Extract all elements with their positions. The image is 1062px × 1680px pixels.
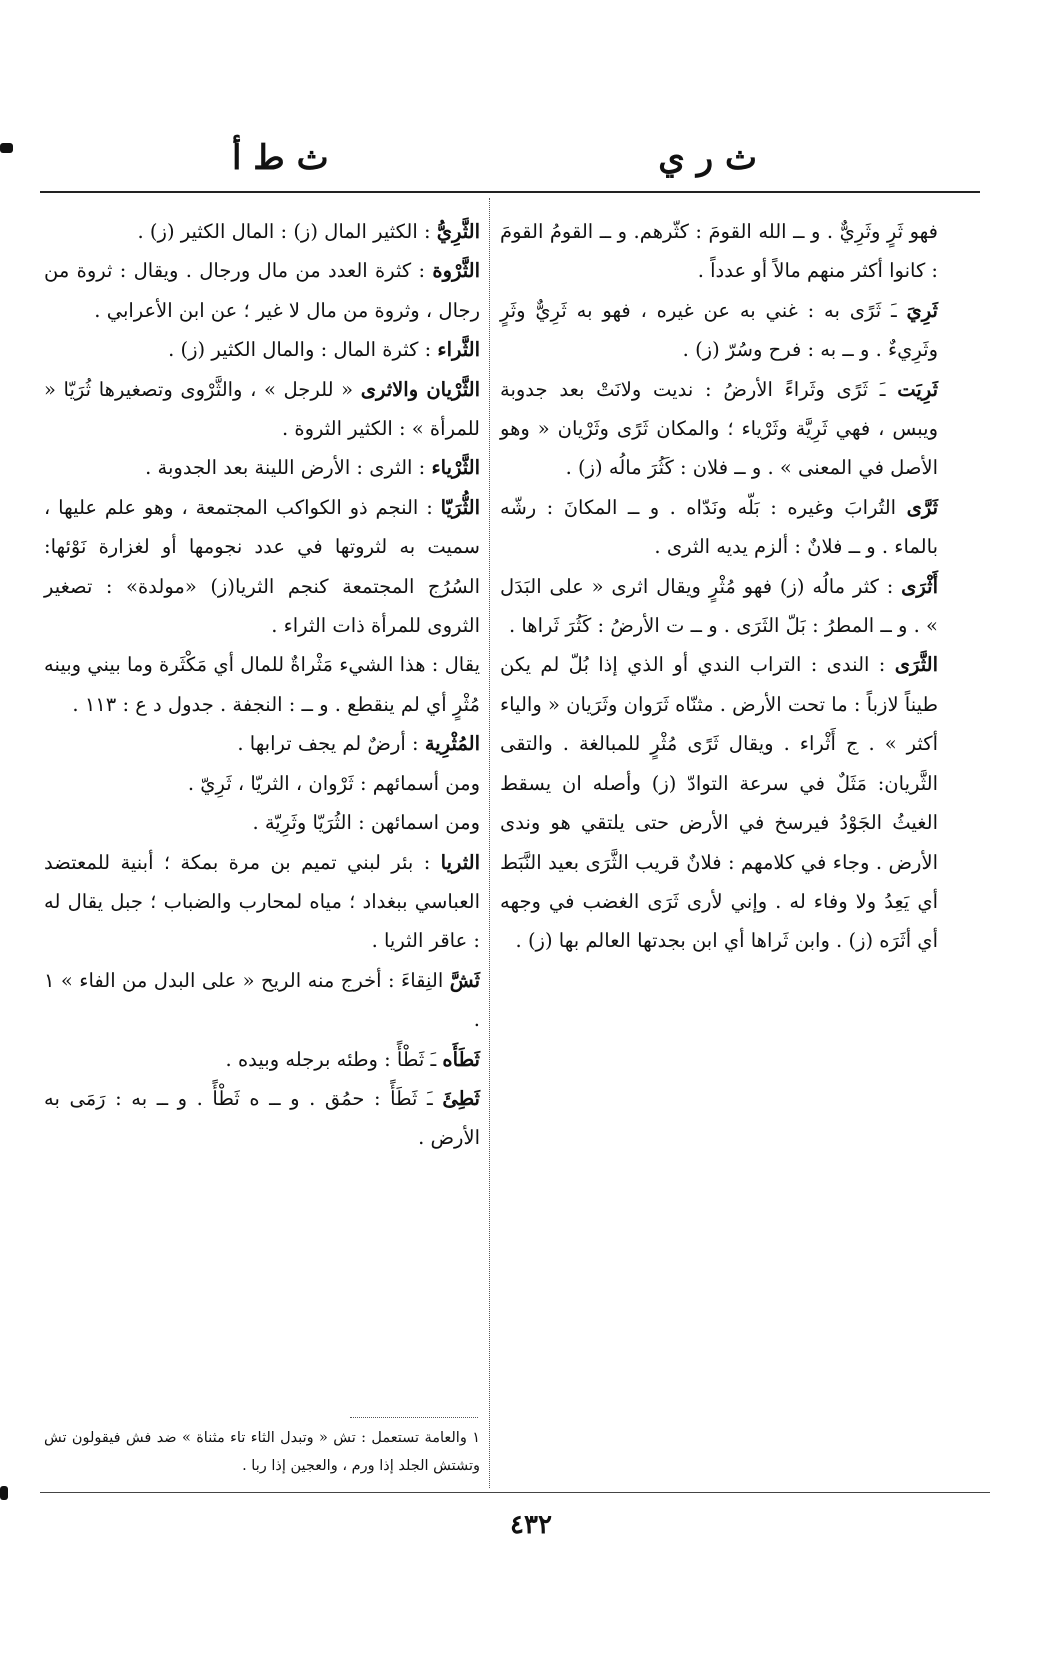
entry-definition: ومن أسمائهم : ثَرْوان ، الثريّا ، ثَرِيّ . xyxy=(187,771,480,795)
right-column xyxy=(500,212,938,961)
dictionary-entry xyxy=(44,212,480,251)
dictionary-entry xyxy=(44,488,480,646)
dictionary-entry xyxy=(44,1040,480,1079)
entry-headword: الثَّراء xyxy=(437,338,480,362)
edge-mark-top-left xyxy=(0,143,13,153)
dictionary-entry xyxy=(44,330,480,369)
entry-headword: ثَرِيَت xyxy=(897,377,938,401)
dictionary-entry xyxy=(500,488,938,567)
edge-mark-bottom-left xyxy=(0,1486,8,1500)
entry-headword: الثَّرْياء xyxy=(431,456,480,480)
entry-definition: « للرجل » ، والثَّرْوى وتصغيرها ثُرَيّا « للمرأة » : الكثير الثروة . xyxy=(44,377,480,441)
column-divider xyxy=(489,198,490,1488)
entry-definition: : كثرة العدد من مال ورجال . ويقال : ثروة من رجال ، وثروة من مال لا غير ؛ عن ابن الأعرابي . xyxy=(44,259,480,322)
entry-definition: : النجم ذو الكواكب المجتمعة ، وهو علم عليها ، سميت به لثروتها في عدد نجومها أو لغزارة نَوْئها: السُرُج المجتمعة كنجم الثريا(ز) «مولدة» : تصغير الثروى للمرأة ذات الثراء . xyxy=(44,495,480,638)
dictionary-entry xyxy=(44,1079,480,1158)
entry-headword: الثَّرْوة xyxy=(432,259,480,283)
entry-definition: يقال : هذا الشيء مَثْراةٌ للمال أي مَكْثَرة وما بيني وبينه مُثْرٍ أي لم ينقطع . و ــ : النجفة . جدول د ع : ١١٣ . xyxy=(44,653,480,716)
entry-headword: ثَرَّى xyxy=(906,495,939,519)
entry-definition: النِقاءَ : أخرج منه الريح « على البدل من الفاء » ١ . xyxy=(44,968,480,1032)
left-column xyxy=(44,212,480,1158)
entry-headword: الثَّرْيان والاثرى xyxy=(360,377,481,401)
dictionary-entry xyxy=(44,448,480,487)
entry-headword: ثَطِئَ xyxy=(442,1086,480,1110)
entry-definition: ـَ ثَطَأً : حمُق . و ــ ه ثَطْأً . و ــ به : رَمَى به الأرض . xyxy=(44,1086,480,1150)
dictionary-entry xyxy=(500,212,938,291)
entry-headword: المُثْرِية xyxy=(424,732,480,756)
entry-definition: ـَ ثَرًى وثَراءً الأرضُ : نديت ولانَتْ بعد جدوبة ويبس ، فهي ثَرِيَّة وثَرْياء ؛ والمكان ثَرًى وثَرْيان « وهو الأصل في المعنى » . و ــ فلان : كَثُرَ مالُه (ز) . xyxy=(500,377,938,480)
dictionary-entry xyxy=(44,251,480,330)
page-number: ٤٣٢ xyxy=(510,1510,552,1540)
footnote-rule xyxy=(350,1417,478,1418)
entry-headword: ثَشَّ xyxy=(449,968,480,992)
dictionary-entry xyxy=(44,843,480,961)
header-root-right: ث ر ي xyxy=(658,138,757,178)
header-root-left: ث ط أ xyxy=(232,138,329,178)
entry-definition: ومن اسمائهن : الثُرَيّا وثَرِيّة . xyxy=(252,811,480,835)
dictionary-entry xyxy=(44,961,480,1040)
entry-definition: : كثر مالُه (ز) فهو مُثْرٍ ويقال اثرى « على البَدَل » . و ــ المطرُ : بَلّ الثَرَى . و ــ ت الأرضُ : كَثُرَ ثَراها . xyxy=(500,574,938,638)
entry-headword: الثُّرَيّا xyxy=(440,495,481,519)
entry-headword: الثَّرِيُّ xyxy=(436,220,480,243)
dictionary-entry xyxy=(44,724,480,763)
entry-headword: ثَطَأَه xyxy=(442,1047,480,1071)
entry-headword: ثَرِيَ xyxy=(906,298,938,322)
entry-definition: ـَ ثَطْأً : وطئه برجله وبيده . xyxy=(225,1047,437,1071)
dictionary-entry xyxy=(500,291,938,370)
entry-definition: : كثرة المال : والمال الكثير (ز) . xyxy=(168,338,432,362)
dictionary-entry xyxy=(44,370,480,449)
dictionary-entry xyxy=(500,645,938,960)
entry-definition: التُرابَ وغيره : بَلّه ونَدّاه . و ــ المكانَ : رشّه بالماء . و ــ فلانٌ : ألزم يديه الثرى . xyxy=(500,495,938,559)
entry-definition: ـَ ثَرًى به : غني به عن غيره ، فهو به ثَرِيٌّ وثَرٍ وثَرِيءٌ . و ــ به : فرح وسُرّ (ز) . xyxy=(500,298,938,362)
dictionary-entry xyxy=(500,370,938,488)
dictionary-entry xyxy=(500,567,938,646)
entry-definition: فهو ثَرٍ وثَرِيٌّ . و ــ الله القومَ : كثّرهم. و ــ القومُ القومَ : كانوا أكثر منهم مالاً أو عدداً . xyxy=(500,220,938,283)
footnote: ١ والعامة تستعمل : تش « وتبدل الثاء تاء مثناة » ضد فش فيقولون تش وتشتش الجلد إذا ورم ، والعجين إذا ربا . xyxy=(44,1430,480,1474)
dictionary-entry xyxy=(44,803,480,842)
dictionary-entry xyxy=(44,764,480,803)
entry-definition: : الكثير المال (ز) : المال الكثير (ز) . xyxy=(137,220,431,243)
entry-headword: أَثْرَى xyxy=(901,574,939,598)
entry-headword: الثَّرَى xyxy=(894,653,938,677)
entry-definition: : الندى : التراب الندي أو الذي إذا بُلّ لم يكن طيناً لازباً : ما تحت الأرض . مثنّاه ثَرَوان وثَرَيان « والياء أكثر » . ج أَثْراء . ويقال ثَرًى مُثْرٍ للمبالغة . والتقى الثَّريان: مَثَلٌ في سرعة التوادّ (ز) وأصله ان يسقط الغيثُ الجَوْدُ فيرسخ في الأرض حتى يلتقي هو وندى الأرض . وجاء في كلامهم : فلانٌ قريب الثَّرَى بعيد النَّبَط أي يَعِدُ ولا وفاء له . وإني لأرى ثَرَى الغضب في وجهه أي أثَرَه (ز) . وابن ثَراها أي ابن بجدتها العالم بها (ز) . xyxy=(500,653,938,953)
entry-definition: : بئر لبني تميم بن مرة بمكة ؛ أبنية للمعتضد العباسي ببغداد ؛ مياه لمحارب والضباب ؛ جبل يقال له : عاقر الثريا . xyxy=(44,850,480,953)
dictionary-entry xyxy=(44,645,480,724)
footer-rule xyxy=(40,1492,990,1493)
entry-definition: : الثرى : الأرض اللينة بعد الجدوبة . xyxy=(145,456,426,480)
page-header xyxy=(0,138,1062,188)
entry-headword: الثريا xyxy=(440,850,480,874)
header-rule xyxy=(40,191,980,193)
entry-definition: : أرضٌ لم يجف ترابها . xyxy=(237,732,419,756)
